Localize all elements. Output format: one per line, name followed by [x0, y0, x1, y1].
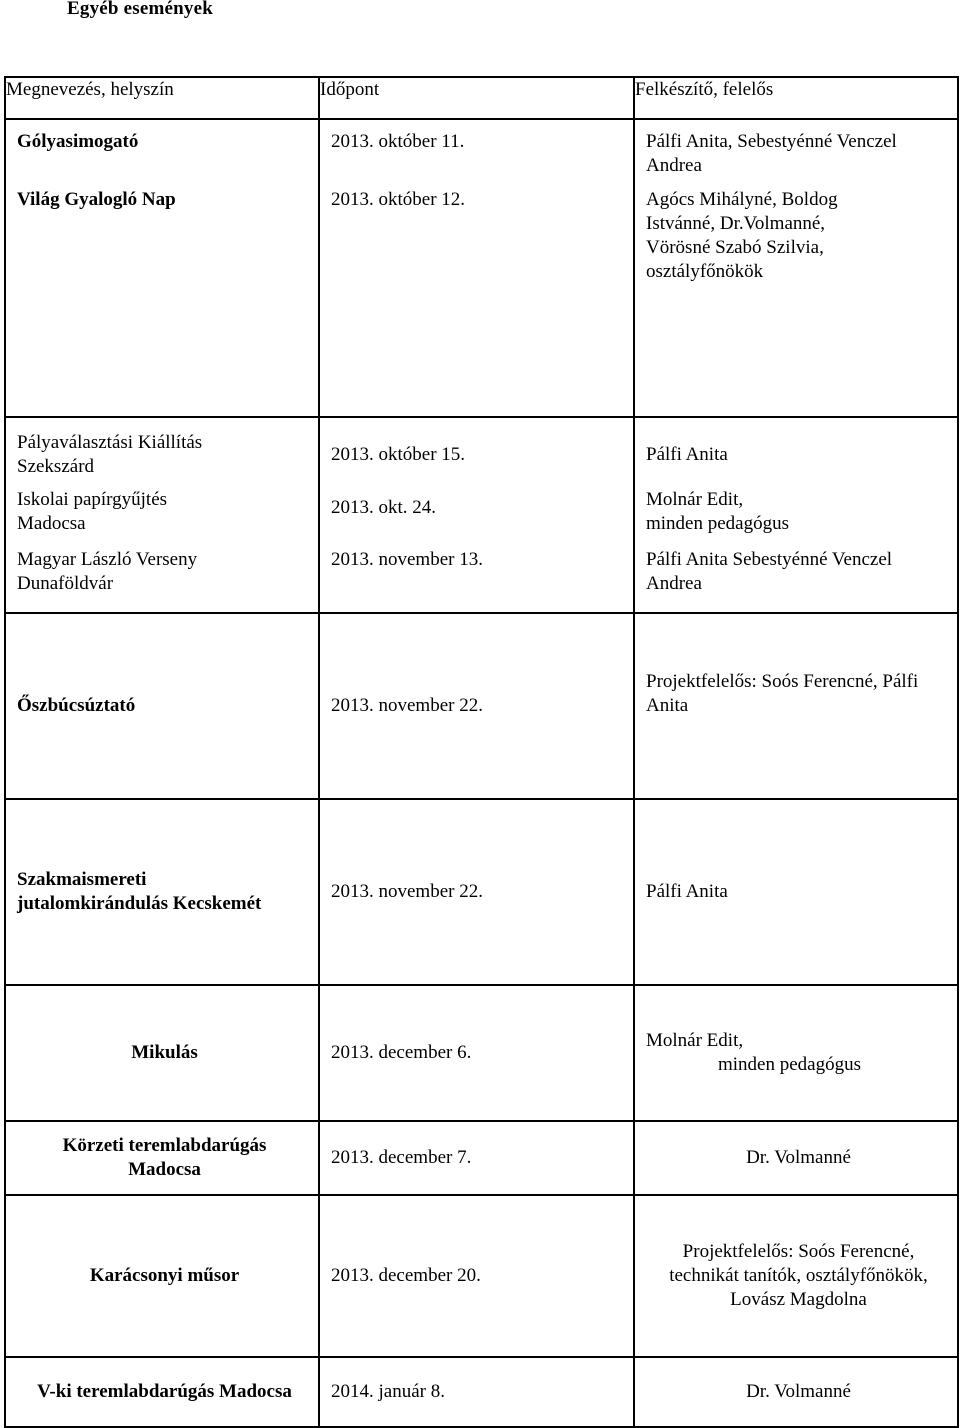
event-name: V-ki teremlabdarúgás Madocsa [37, 1381, 292, 1402]
table-row [5, 1357, 958, 1427]
header-name: Megnevezés, helyszín [5, 77, 319, 119]
table-row [5, 1121, 958, 1195]
table-row [5, 417, 958, 484]
event-name-cell [5, 119, 319, 180]
event-date-cell [319, 119, 634, 180]
event-responsible-cell [634, 1121, 958, 1195]
event-name-cell [5, 613, 319, 799]
event-date-cell [319, 799, 634, 985]
table-row [5, 985, 958, 1121]
event-responsible: Pálfi Anita, Sebestyénné Venczel Andrea [646, 131, 897, 176]
event-responsible-cell [634, 180, 958, 417]
event-name: Körzeti teremlabdarúgás Madocsa [62, 1135, 267, 1180]
event-name-cell [5, 1195, 319, 1357]
event-date: 2013. okt. 24. [331, 497, 437, 518]
event-date-cell [319, 180, 634, 417]
table-header-row [5, 77, 958, 119]
event-responsible: Molnár Edit, minden pedagógus [646, 489, 790, 534]
event-date-cell [319, 1357, 634, 1427]
event-responsible-cell [634, 985, 958, 1121]
event-name-cell [5, 1357, 319, 1427]
event-responsible: Dr. Volmanné [746, 1147, 851, 1168]
event-name: Szakmaismereti jutalomkirándulás Kecskemét [17, 869, 262, 914]
event-name: Gólyasimogató [17, 131, 139, 152]
event-responsible-cell [634, 484, 958, 544]
event-responsible: Projektfelelős: Soós Ferencné, technikát tanítók, osztályfőnökök, Lovász Magdolna [669, 1241, 928, 1310]
event-responsible: Pálfi Anita [646, 444, 728, 465]
event-responsible: Agócs Mihályné, Boldog Istvánné, Dr.Volmanné, Vörösné Szabó Szilvia, osztályfőnökök [646, 189, 838, 282]
event-name-cell [5, 544, 319, 613]
event-date: 2013. november 22. [331, 695, 483, 716]
event-date-cell [319, 484, 634, 544]
table-row [5, 799, 958, 985]
event-date-cell [319, 613, 634, 799]
event-name: Magyar László Verseny Dunaföldvár [17, 549, 198, 594]
event-name: Karácsonyi műsor [89, 1265, 240, 1286]
event-responsible-cell [634, 613, 958, 799]
header-date: Időpont [319, 77, 634, 119]
event-responsible: Pálfi Anita Sebestyénné Venczel Andrea [646, 549, 893, 594]
event-date-cell [319, 544, 634, 613]
event-date: 2013. november 22. [331, 881, 483, 902]
event-date: 2013. december 20. [331, 1265, 481, 1286]
table-row [5, 180, 958, 417]
table-row [5, 544, 958, 613]
table-row [5, 613, 958, 799]
event-name-cell [5, 985, 319, 1121]
event-date: 2013. október 15. [331, 444, 466, 465]
table-row [5, 484, 958, 544]
event-name-cell [5, 799, 319, 985]
event-name: Pályaválasztási Kiállítás Szekszárd [17, 432, 203, 477]
event-date: 2013. december 6. [331, 1042, 472, 1063]
event-name-cell [5, 417, 319, 484]
events-table [4, 76, 959, 1428]
event-responsible: Dr. Volmanné [746, 1381, 851, 1402]
event-date: 2013. október 12. [331, 189, 466, 210]
event-date: 2014. január 8. [331, 1381, 445, 1402]
event-responsible: Projektfelelős: Soós Ferencné, Pálfi Anita [646, 671, 919, 716]
event-date: 2013. október 11. [331, 131, 465, 152]
event-responsible-cell [634, 799, 958, 985]
event-name: Mikulás [131, 1042, 198, 1063]
header-responsible: Felkészítő, felelős [634, 77, 958, 119]
event-responsible: Molnár Edit, minden pedagógus [646, 1030, 862, 1075]
event-responsible-cell [634, 119, 958, 180]
event-name-cell [5, 180, 319, 417]
event-responsible: Pálfi Anita [646, 881, 728, 902]
event-date-cell [319, 985, 634, 1121]
event-date: 2013. december 7. [331, 1147, 472, 1168]
section-heading: Egyéb események [67, 0, 214, 19]
event-responsible-cell [634, 417, 958, 484]
table-row [5, 1195, 958, 1357]
event-date: 2013. november 13. [331, 549, 483, 570]
event-responsible-cell [634, 544, 958, 613]
event-date-cell [319, 1121, 634, 1195]
event-name: Őszbúcsúztató [17, 695, 136, 716]
event-name-cell [5, 1121, 319, 1195]
table-row [5, 119, 958, 180]
event-date-cell [319, 1195, 634, 1357]
event-date-cell [319, 417, 634, 484]
event-name: Iskolai papírgyűjtés Madocsa [17, 489, 168, 534]
event-responsible-cell [634, 1195, 958, 1357]
event-name-cell [5, 484, 319, 544]
event-name: Világ Gyalogló Nap [17, 189, 176, 210]
event-responsible-cell [634, 1357, 958, 1427]
